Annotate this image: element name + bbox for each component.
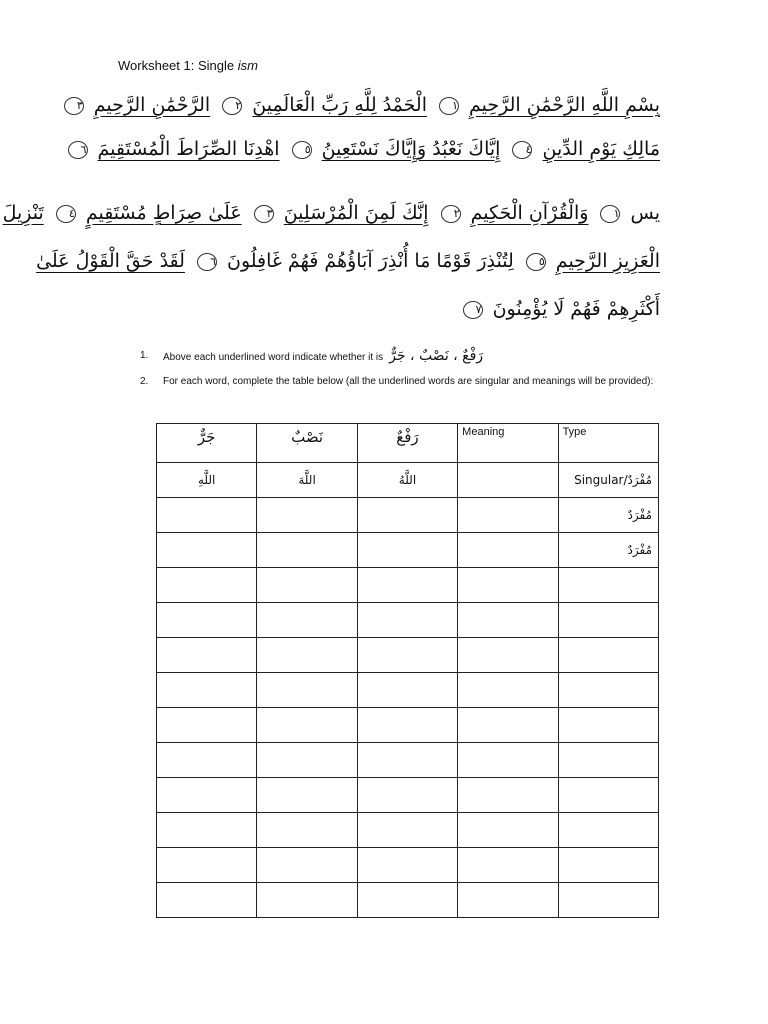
verse-line-4 [36, 244, 660, 282]
cell-raf [357, 848, 457, 883]
cell-type: مُفْرَدٌ [558, 533, 658, 568]
cell-meaning [458, 533, 558, 568]
cell-jarr [157, 498, 257, 533]
cell-nasb [257, 638, 357, 673]
header-meaning: Meaning [458, 424, 558, 463]
cell-meaning [458, 498, 558, 533]
instruction-item [140, 374, 660, 390]
cell-type [558, 568, 658, 603]
ayah-number-marker: ٥ [526, 253, 546, 271]
table-row [157, 498, 659, 533]
verse-line-1 [76, 88, 660, 126]
verse-text: لَقَدْ حَقَّ الْقَوْلُ عَلَىٰ [36, 250, 185, 272]
cell-jarr [157, 883, 257, 918]
cell-raf [357, 778, 457, 813]
verse-text: اهْدِنَا الصِّرَاطَ الْمُسْتَقِيمَ [97, 138, 280, 160]
ayah-number-marker: ٢ [222, 97, 242, 115]
ayah-number-marker: ٤ [512, 141, 532, 159]
verse-text: بِسْمِ اللَّهِ الرَّحْمَٰنِ الرَّحِيمِ [469, 94, 660, 116]
verse-text: إِيَّاكَ نَعْبُدُ وَإِيَّاكَ نَسْتَعِينُ [321, 138, 501, 160]
title-italic: ism [237, 58, 258, 73]
cell-raf [357, 603, 457, 638]
cell-raf [357, 883, 457, 918]
cell-meaning [458, 743, 558, 778]
cell-meaning [458, 638, 558, 673]
table-row [157, 673, 659, 708]
table-row [157, 463, 659, 498]
cell-meaning [458, 778, 558, 813]
cell-nasb: اللَّهَ [257, 463, 357, 498]
ayah-number-marker: ١ [600, 205, 620, 223]
header-jarr: جَرٌّ [157, 424, 257, 463]
ayah-number-marker: ٦ [197, 253, 217, 271]
verse-text: مَالِكِ يَوْمِ الدِّينِ [542, 138, 660, 160]
instruction-number: 1. [140, 350, 149, 361]
cell-jarr [157, 533, 257, 568]
worksheet-title [118, 58, 258, 73]
instruction-number: 2. [140, 376, 149, 387]
ayah-number-marker: ٢ [441, 205, 461, 223]
cell-type [558, 778, 658, 813]
cell-meaning [458, 463, 558, 498]
cell-raf: اللَّهُ [357, 463, 457, 498]
cell-meaning [458, 883, 558, 918]
cell-nasb [257, 848, 357, 883]
cell-jarr [157, 568, 257, 603]
verse-text: إِنَّكَ لَمِنَ الْمُرْسَلِينَ [283, 202, 429, 224]
verse-line-5 [108, 292, 660, 330]
table-row [157, 743, 659, 778]
cell-jarr [157, 673, 257, 708]
cell-meaning [458, 603, 558, 638]
table-row [157, 708, 659, 743]
cell-jarr [157, 743, 257, 778]
cell-type: Singular/مُفْرَدٌ [558, 463, 658, 498]
verse-text: الْحَمْدُ لِلَّهِ رَبِّ الْعَالَمِينَ [252, 94, 427, 116]
table-row [157, 778, 659, 813]
header-nasb: نَصْبٌ [257, 424, 357, 463]
table-row [157, 638, 659, 673]
yasin-block [2, 196, 660, 330]
cell-raf [357, 638, 457, 673]
cell-nasb [257, 673, 357, 708]
verse-text: الرَّحْمَٰنِ الرَّحِيمِ [93, 94, 211, 116]
table-row [157, 533, 659, 568]
header-raf: رَفْعٌ [357, 424, 457, 463]
ayah-number-marker: ٥ [292, 141, 312, 159]
instruction-text-english: Above each underlined word indicate whether it is [163, 352, 384, 363]
cell-nasb [257, 778, 357, 813]
cell-raf [357, 743, 457, 778]
cell-raf [357, 813, 457, 848]
cell-meaning [458, 848, 558, 883]
cell-type [558, 813, 658, 848]
cell-jarr [157, 603, 257, 638]
verse-text: وَالْقُرْآنِ الْحَكِيمِ [470, 202, 589, 224]
cell-nasb [257, 813, 357, 848]
ayah-number-marker: ٣ [254, 205, 274, 223]
ayah-number-marker: ٣ [64, 97, 84, 115]
instructions-list [140, 348, 660, 398]
cell-nasb [257, 498, 357, 533]
instruction-text [163, 348, 660, 366]
table-header-row [157, 424, 659, 463]
fatiha-block [76, 88, 660, 170]
verse-text: عَلَىٰ صِرَاطٍ مُسْتَقِيمٍ [85, 202, 242, 224]
verse-text: تَنْزِيلَ [2, 202, 44, 224]
verse-text: الْعَزِيزِ الرَّحِيمِ [555, 250, 660, 272]
worksheet-table [156, 423, 659, 918]
cell-jarr [157, 848, 257, 883]
cell-raf [357, 568, 457, 603]
cell-jarr [157, 778, 257, 813]
cell-meaning [458, 568, 558, 603]
title-text: Worksheet 1: Single [118, 58, 238, 73]
cell-jarr [157, 813, 257, 848]
cell-type: مُفْرَدٌ [558, 498, 658, 533]
cell-nasb [257, 743, 357, 778]
cell-type [558, 848, 658, 883]
cell-raf [357, 498, 457, 533]
cell-type [558, 603, 658, 638]
cell-meaning [458, 708, 558, 743]
cell-nasb [257, 603, 357, 638]
cell-meaning [458, 673, 558, 708]
table-row [157, 848, 659, 883]
table-body [157, 463, 659, 918]
ayah-number-marker: ٤ [56, 205, 76, 223]
verse-text: يس [630, 202, 660, 224]
ayah-number-marker: ١ [439, 97, 459, 115]
ayah-number-marker: ٧ [463, 301, 483, 319]
cell-type [558, 673, 658, 708]
cell-nasb [257, 883, 357, 918]
cell-type [558, 883, 658, 918]
verse-line-2 [80, 132, 660, 170]
table-row [157, 568, 659, 603]
ayah-number-marker: ٦ [68, 141, 88, 159]
cell-raf [357, 533, 457, 568]
verse-text: أَكْثَرِهِمْ فَهُمْ لَا يُؤْمِنُونَ [492, 298, 660, 320]
verse-text: لِتُنْذِرَ قَوْمًا مَا أُنْذِرَ آبَاؤُهُمْ فَهُمْ غَافِلُونَ [227, 250, 514, 272]
cell-jarr [157, 708, 257, 743]
instruction-item [140, 348, 660, 366]
table-row [157, 883, 659, 918]
cell-jarr: اللَّهِ [157, 463, 257, 498]
cell-type [558, 638, 658, 673]
cell-meaning [458, 813, 558, 848]
verse-line-3 [2, 196, 660, 234]
cell-nasb [257, 533, 357, 568]
header-type: Type [558, 424, 658, 463]
cell-raf [357, 708, 457, 743]
cell-nasb [257, 708, 357, 743]
instruction-arabic: رَفْعٌ ، نَصْبٌ ، جَرٌّ [389, 348, 484, 364]
cell-jarr [157, 638, 257, 673]
cell-type [558, 743, 658, 778]
instruction-text: For each word, complete the table below (all the underlined words are singular and meanings will be provided): [163, 376, 654, 387]
cell-type [558, 708, 658, 743]
table-row [157, 603, 659, 638]
table-row [157, 813, 659, 848]
cell-raf [357, 673, 457, 708]
cell-nasb [257, 568, 357, 603]
